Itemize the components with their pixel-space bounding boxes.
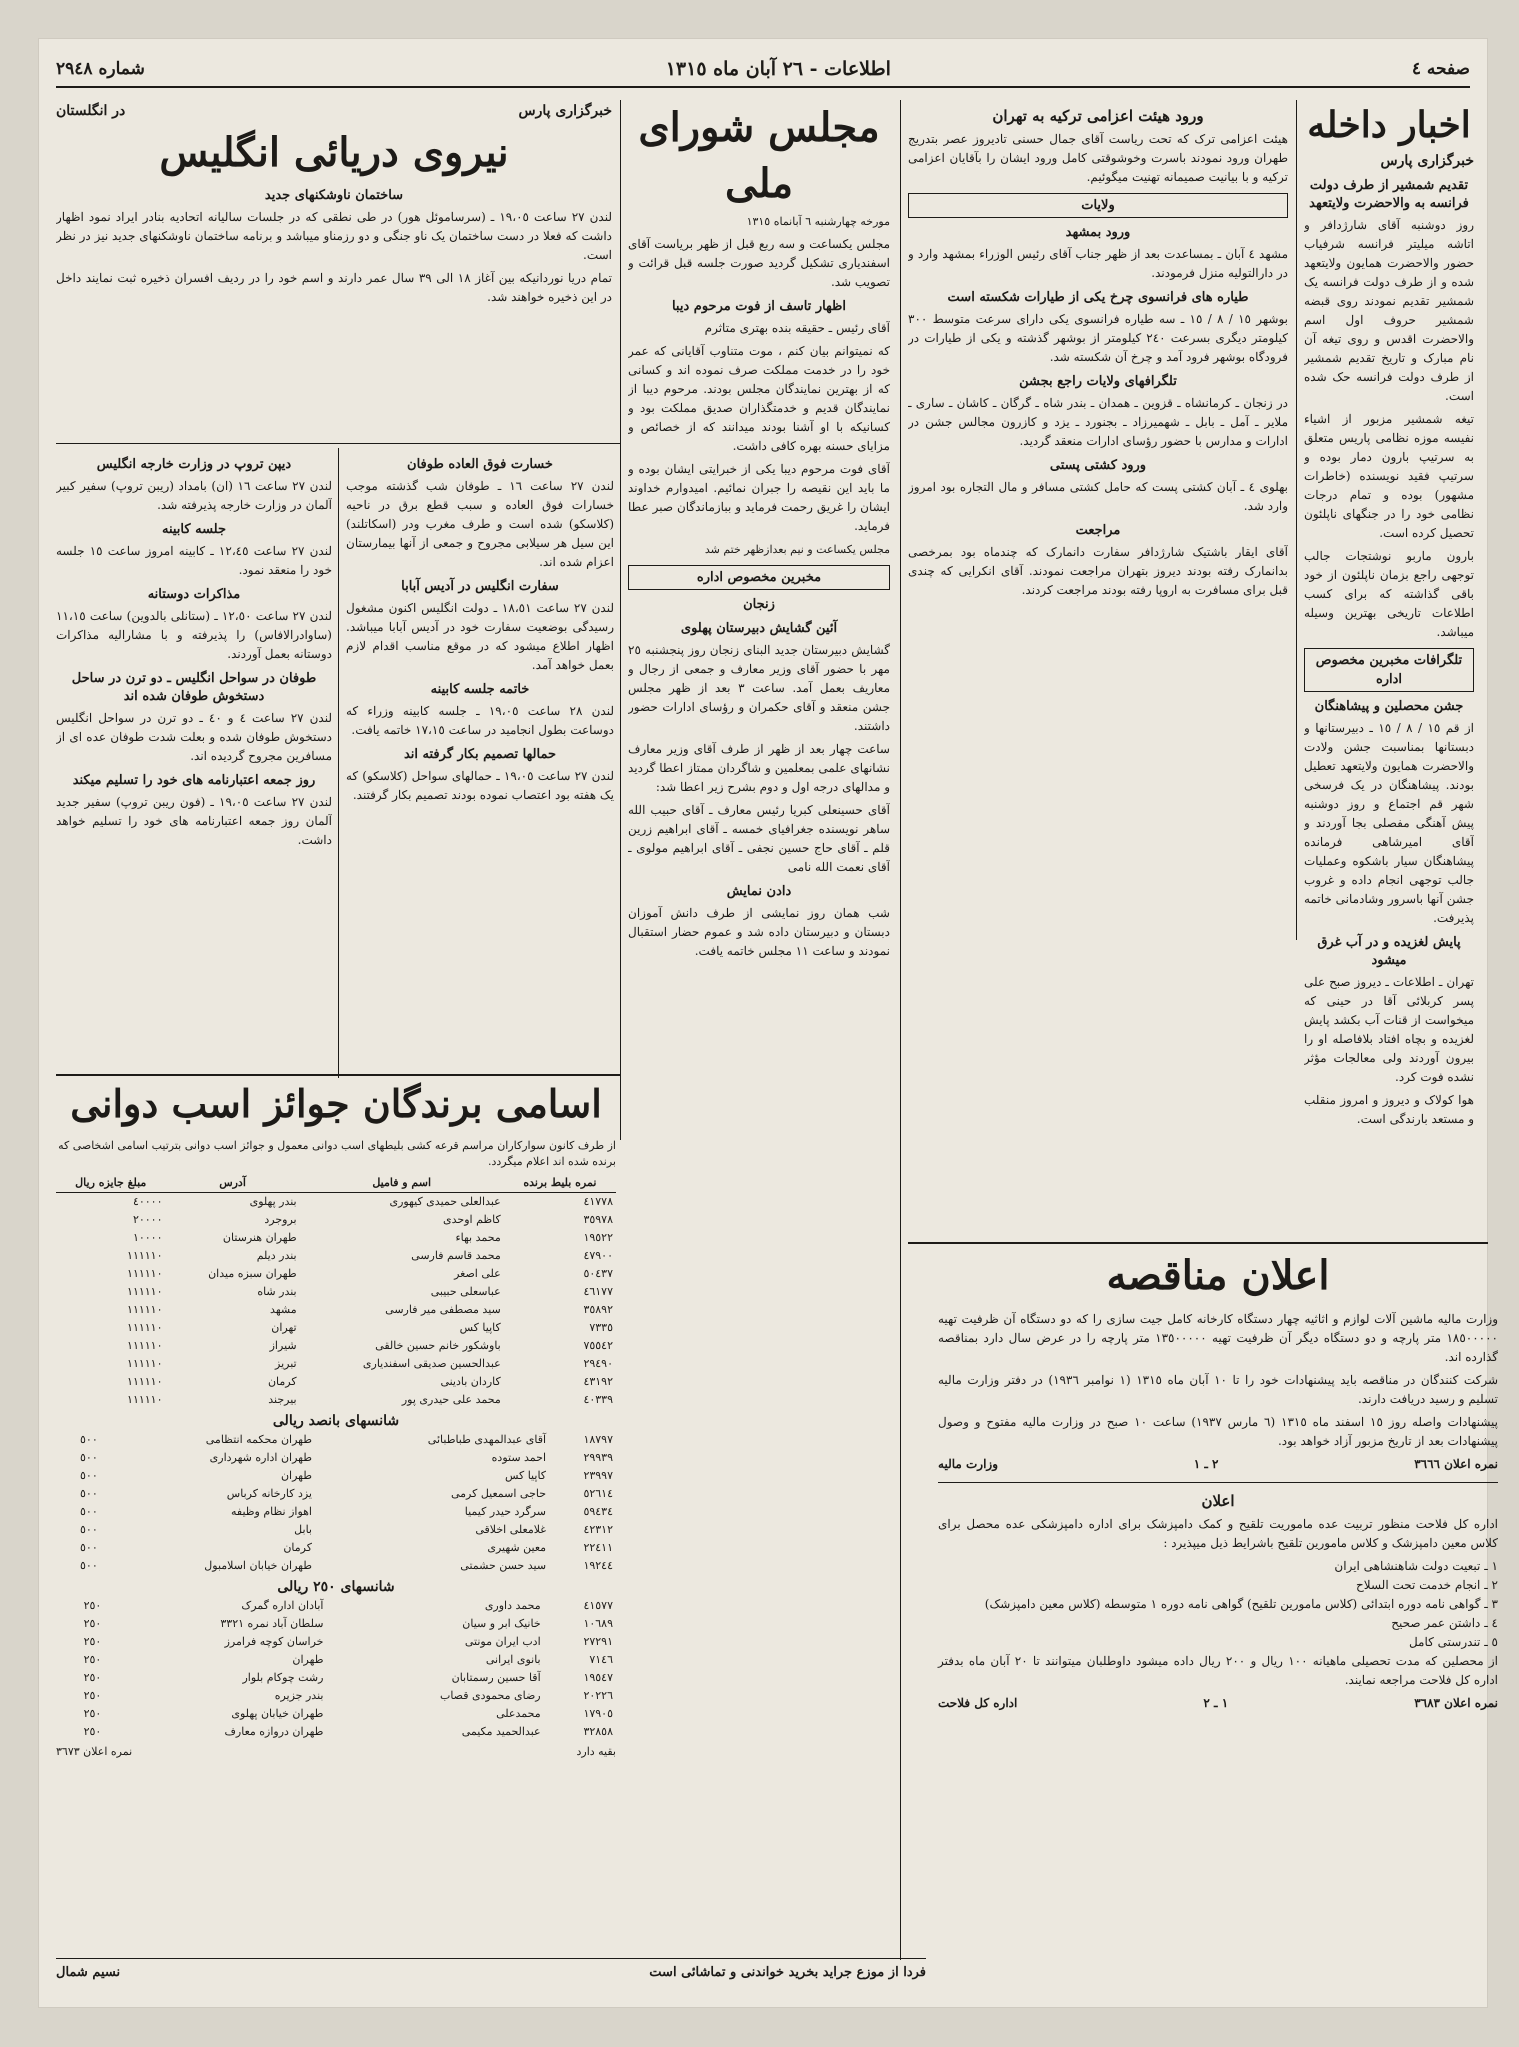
winner-address: خراسان کوچه فرامرز xyxy=(224,1635,324,1648)
ticket-number: ٤٢٣١٢ xyxy=(583,1523,613,1536)
prize-amount: ٥٠٠ xyxy=(80,1559,98,1572)
headline: دادن نمایش xyxy=(726,884,792,899)
prize-amount: ١١١١١٠ xyxy=(127,1375,163,1388)
winner-name: کاردان بادینی xyxy=(440,1375,501,1388)
article-text: لندن ٢٧ ساعت ١٢،٤٥ ـ کابینه امروز ساعت ١٥ جلسه خود را منعقد نمود. xyxy=(56,544,332,577)
headline: ورود کشتی پستی xyxy=(1049,458,1147,473)
article-text: لندن ٢٧ ساعت ٤ و ٤٠ ـ دو ترن در سواحل انگلیس دستخوش طوفان شده و بعلت شدت طوفان عده ای از مسافرین مجروح گردیده اند. xyxy=(56,711,332,763)
headline: مراجعت xyxy=(1075,523,1121,538)
ad-text: فردا از موزع جراید بخرید خواندنی و تماشائی است xyxy=(649,1964,926,1980)
article-text: آقای ایقار باشتیک شارژدافر سفارت دانمارک که چندماه بود بمرخصی بدانمارک رفته بودند دیروز بتهران مراجعت نمودند. آقای انکرایی که چندی قبل برای مسافرت به اروپا رفته بودند مراجعت کردند. xyxy=(908,545,1288,597)
ticket-number: ٧٥٥٤٢ xyxy=(583,1339,613,1352)
column-provinces xyxy=(908,100,1288,1200)
prize-amount: ٢٥٠ xyxy=(83,1599,102,1612)
city-label: زنجان xyxy=(743,597,775,612)
winner-name: احمد ستوده xyxy=(491,1451,547,1464)
prize-amount: ١١١١١٠ xyxy=(127,1267,163,1280)
ticket-number: ١٩٥٢٢ xyxy=(583,1231,613,1244)
headline: آئین گشایش دبیرستان پهلوی xyxy=(680,621,838,636)
ticket-number: ٥٢٦١٤ xyxy=(583,1487,613,1500)
winner-address: طهران xyxy=(280,1469,312,1482)
winner-address: شیراز xyxy=(269,1339,297,1352)
column-parliament xyxy=(628,100,890,1970)
prize-amount: ٢٥٠ xyxy=(83,1725,102,1738)
ad-number: نمره اعلان ٣٦٧٣ xyxy=(56,1745,133,1758)
headline: طوفان در سواحل انگلیس ـ دو ترن در ساحل دستخوش طوفان شده اند xyxy=(71,671,317,704)
article-text: ساعت چهار بعد از ظهر از طرف آقای وزیر معارف نشانهای علمی بمعلمین و شاگردان ممتاز اعطا گردید و مدالهای درجه اول و دوم بشرح زیر اعطا شد: xyxy=(628,742,890,794)
ticket-number: ١٠٦٨٩ xyxy=(583,1617,613,1630)
headline: طیاره های فرانسوی چرخ یکی از طیارات شکسته است xyxy=(947,290,1249,305)
winner-address: کرمان xyxy=(267,1375,297,1388)
ticket-number: ١٧٩٠٥ xyxy=(583,1707,613,1720)
ticket-number: ٤١٧٧٨ xyxy=(583,1195,613,1208)
ticket-number: ١٩٢٤٤ xyxy=(583,1559,613,1572)
agency-label: خبرگزاری پارس xyxy=(1380,153,1474,169)
article-text: لندن ٢٧ ساعت ١٩،٠٥ ـ حمالهای سواحل (کلاسکو) که یک هفته بود اعتصاب نموده بودند تصمیم بکار گرفتند. xyxy=(346,769,614,802)
winner-address: بابل xyxy=(294,1523,312,1536)
section-header-row xyxy=(56,100,612,125)
table-row xyxy=(56,1391,616,1409)
table-row xyxy=(56,1669,616,1687)
table-row xyxy=(56,1211,616,1229)
ticket-number: ١٨٧٩٧ xyxy=(583,1433,613,1446)
winner-address: طهران خیابان اسلامبول xyxy=(204,1559,312,1572)
col-header-prize: مبلغ جایزه ریال xyxy=(56,1174,165,1193)
winner-address: طهران هنرستان xyxy=(222,1231,297,1244)
note: ٢ ـ ١ xyxy=(1193,1457,1219,1471)
prize-amount: ٥٠٠ xyxy=(80,1487,98,1500)
headline: تلگرافهای ولایات راجع بجشن xyxy=(1019,374,1177,389)
prize-amount: ٥٠٠ xyxy=(80,1505,98,1518)
winner-name: بانوی ایرانی xyxy=(485,1653,541,1666)
column-rule xyxy=(620,100,621,1140)
winner-name: محمد علی حیدری پور xyxy=(401,1393,501,1406)
winner-address: بندر جزیره xyxy=(274,1689,324,1702)
ministry: وزارت مالیه xyxy=(938,1457,999,1471)
article-text: لندن ٢٧ ساعت ١٢،٥٠ ـ (ستانلی بالدوین) ساعت ١١،١٥ (ساوادرالافاس) را پذیرفته و با مشارالیه مذاکرات دوستانه بعمل آوردند. xyxy=(56,609,332,661)
winner-name: رضای محمودی قصاب xyxy=(439,1689,541,1702)
prize-amount: ١١١١١٠ xyxy=(127,1321,163,1334)
notice-list-item: ٥ ـ تندرستی کامل xyxy=(1408,1635,1498,1649)
lottery-title: اسامی برندگان جوائز اسب دوانی xyxy=(70,1081,602,1126)
prize-amount: ٥٠٠ xyxy=(80,1523,98,1536)
winner-name: ادب ایران مونتی xyxy=(464,1635,541,1648)
headline: مذاکرات دوستانه xyxy=(147,587,241,602)
col-header-address: آدرس xyxy=(165,1174,299,1193)
winner-name: علی اصغر xyxy=(454,1267,501,1280)
winner-address: سلطان آباد نمره ٣٣٢١ xyxy=(220,1617,324,1630)
prize-amount: ٥٠٠ xyxy=(80,1451,98,1464)
col-header-name: اسم و فامیل xyxy=(300,1174,504,1193)
article-text: هیئت اعزامی ترک که تحت ریاست آقای جمال حسنی تادیروز عصر بتدریج طهران ورود نمودند باسرت وخوشوقتی کامل ورود ایشان را بآقایان اعزامی ترکیه و با بیانیت صمیمانه تهنیت میگوئیم. xyxy=(908,132,1288,184)
masthead xyxy=(56,52,1470,88)
winner-address: طهران سبزه میدان xyxy=(208,1267,297,1280)
winner-name: خانیک ابر و سیان xyxy=(462,1617,541,1630)
notice-signature xyxy=(938,1694,1498,1713)
table-row xyxy=(56,1615,616,1633)
prize-amount: ٥٠٠ xyxy=(80,1469,98,1482)
headline: ورود بمشهد xyxy=(1065,225,1131,240)
prize-amount: ٢٥٠ xyxy=(83,1689,102,1702)
lottery-table-250 xyxy=(56,1597,616,1741)
article-text: از قم ١٥ / ٨ / ١٥ ـ دبیرستانها و دبستانها بمناسبت جشن ولادت والاحضرت همایون ولایتعهد تعطیل بودند. پیشاهنگان در یک فرسخی شهر قم اجتماع و روز دوشنبه پیش آهنگی مفصلی بجا آوردند و آقای امیرشاهی فرمانده پیشاهنگان سیار باشکوه وعملیات جالب توجهی انجام داده و غروب جشن آنها باسرور وشادمانی خاتمه پذیرفت. xyxy=(1304,721,1474,925)
ticket-number: ٢٢٤١١ xyxy=(583,1541,613,1554)
column-navy-top xyxy=(56,100,612,430)
winner-name: باوشکور خانم حسین خالقی xyxy=(375,1339,501,1352)
winner-name: عباسعلی حبیبی xyxy=(430,1285,501,1298)
ticket-number: ٢٩٤٩٠ xyxy=(583,1357,613,1370)
table-row xyxy=(56,1283,616,1301)
table-row xyxy=(56,1373,616,1391)
winner-name: عبدالحمید مکیمی xyxy=(461,1725,541,1738)
tender-signature xyxy=(938,1455,1498,1474)
tender-title: اعلان مناقصه xyxy=(1106,1252,1330,1299)
table-row xyxy=(56,1597,616,1615)
tender-notice xyxy=(938,1310,1498,1713)
article-text: تیغه شمشیر مزبور از اشیاء نفیسه موزه نظامی پاریس متعلق به سرتیپ بارون دمار بوده و سرتیپ فقید نویسنده (خاطرات مشهور) بوده و تمام درجات نظامی خود را در جنگهای ناپلئون تحصیل کرده است. xyxy=(1304,412,1474,540)
table-row xyxy=(56,1319,616,1337)
table-row xyxy=(56,1337,616,1355)
article-text: لندن ٢٧ ساعت ١٨،٥١ ـ دولت انگلیس اکنون مشغول رسیدگی بوضعیت سفارت خود در آدیس آبابا میباشد. اظهار اطلاع میشود که در موقع مناسب اقدام لازم بعمل خواهد آمد. xyxy=(346,601,614,672)
winner-address: طهران محکمه انتظامی xyxy=(205,1433,312,1446)
winner-address: طهران خیابان پهلوی xyxy=(231,1707,324,1720)
winner-name: سید مصطفی میر فارسی xyxy=(385,1303,501,1316)
section-rule xyxy=(908,1242,1488,1244)
prize-amount: ١١١١١٠ xyxy=(127,1285,163,1298)
article-text: لندن ٢٧ ساعت ١٩،٠٥ ـ (فون ریبن تروپ) سفیر جدید آلمان روز جمعه اعتبارنامه های خود را تسلیم خواهد داشت. xyxy=(56,795,332,847)
ticket-number: ٢٩٩٣٩ xyxy=(583,1451,613,1464)
table-row xyxy=(56,1651,616,1669)
ticket-number: ٧٣٣٥ xyxy=(589,1321,613,1334)
table-row xyxy=(56,1449,616,1467)
prize-amount: ٢٥٠ xyxy=(83,1671,102,1684)
winner-address: بندر دیلم xyxy=(256,1249,297,1262)
ticket-number: ٤٠٣٣٩ xyxy=(583,1393,613,1406)
telegrams-header: تلگرافات مخبرین مخصوص اداره xyxy=(1304,648,1474,692)
column-foreign-left xyxy=(56,450,332,1070)
table-row xyxy=(56,1723,616,1741)
table-row xyxy=(56,1705,616,1723)
ticket-number: ٢٣٩٩٧ xyxy=(583,1469,613,1482)
article-text: مجلس یکساعت و سه ربع قبل از ظهر بریاست آقای اسفندیاری تشکیل گردید صورت جلسه قبل قرائت و تصویب شد. xyxy=(628,237,890,289)
ticket-number: ٤٧٩٠٠ xyxy=(583,1249,613,1262)
winner-name: آقا حسین رسمتابان xyxy=(451,1671,541,1684)
headline: حمالها تصمیم بکار گرفته اند xyxy=(403,747,557,762)
winner-name: عبدالحسین صدیقی اسفندیاری xyxy=(362,1357,501,1370)
ticket-number: ٤١٥٧٧ xyxy=(583,1599,613,1612)
prize-amount: ١١١١١٠ xyxy=(127,1339,163,1352)
ticket-number: ٤٣١٩٢ xyxy=(583,1375,613,1388)
session-date: مورخه چهارشنبه ٦ آبانماه ١٣١٥ xyxy=(746,215,890,228)
winner-address: یزد کارخانه کرباس xyxy=(226,1487,312,1500)
lottery-table-500 xyxy=(56,1431,616,1575)
winner-address: کرمان xyxy=(283,1541,312,1554)
article-text: بارون ماربو نوشتجات جالب توجهی راجع بزمان ناپلئون از خود باقی گذاشته که برای کسب اطلاعات تاریخی بهترین وسیله میباشد. xyxy=(1304,549,1474,639)
prize-amount: ١١١١١٠ xyxy=(127,1249,163,1262)
note: ١ ـ ٢ xyxy=(1203,1696,1229,1710)
winner-name: محمد قاسم فارسی xyxy=(411,1249,501,1262)
headline: جلسه کابینه xyxy=(161,522,227,537)
table-row xyxy=(56,1193,616,1212)
ticket-number: ٤٦١٧٧ xyxy=(583,1285,613,1298)
prize-amount: ٥٠٠ xyxy=(80,1433,98,1446)
article-text: لندن ٢٧ ساعت ١٦ ـ طوفان شب گذشته موجب خسارات فوق العاده و سبب قطع برق در ناحیه (کلاسکو) شده است و طرف مغرب ودر (اسکاتلند) این سیل هر سیلابی مجروح و جمعی از آنها بیمارستان اعزام شده اند. xyxy=(346,479,614,569)
notice-list xyxy=(938,1557,1498,1652)
subheadline: ساختمان ناوشکنهای جدید xyxy=(264,188,404,203)
ticket-number: ٥٠٤٣٧ xyxy=(583,1267,613,1280)
headline: دیپن تروپ در وزارت خارجه انگلیس xyxy=(96,457,292,472)
column-rule xyxy=(1296,100,1297,940)
notice-list-item: ١ ـ تبعیت دولت شاهنشاهی ایران xyxy=(1334,1559,1498,1573)
winner-name: غلامعلی اخلاقی xyxy=(475,1523,547,1536)
notice-list-item: ٣ ـ گواهی نامه دوره ابتدائی (کلاس مامورین تلقیح) گواهی نامه دوره ١ متوسطه (کلاس معین دامپزشک) xyxy=(984,1597,1498,1611)
winner-address: بروجرد xyxy=(264,1213,297,1226)
lottery-intro: از طرف کانون سوارکاران مراسم قرعه کشی بلیطهای اسب دوانی معمول و جوائز اسب دوانی بترتیب اسامی اشخاصی که برنده شده اند اعلام میگردد. xyxy=(58,1139,616,1168)
winner-address: بندر شاه xyxy=(257,1285,297,1298)
table-row xyxy=(56,1521,616,1539)
headline-navy: نیروی دریائی انگلیس xyxy=(159,129,509,176)
article-text: تهران ـ اطلاعات ـ دیروز صبح علی پسر کربلائی آقا در حینی که میخواست از قنات آب بکشد پایش لغزیده و بچاه افتاد بلافاصله او را بیرون آوردند ولی معالجات مؤثر نشده فوت کرد. xyxy=(1304,975,1474,1084)
section-rule xyxy=(56,1074,620,1076)
prize-amount: ١١١١١٠ xyxy=(127,1303,163,1316)
headline: ورود هیئت اعزامی ترکیه به تهران xyxy=(992,107,1204,125)
winner-address: بیرجند xyxy=(268,1393,297,1406)
headline: خسارت فوق العاده طوفان xyxy=(407,457,553,472)
column-domestic-news xyxy=(1304,100,1474,1220)
prize-amount: ٤٠٠٠٠ xyxy=(132,1195,163,1208)
article-text: در زنجان ـ کرمانشاه ـ قزوین ـ همدان ـ بندر شاه ـ گرگان ـ کاشان ـ ساری ـ ملایر ـ آمل ـ بابل ـ شهمیرزاد ـ بجنورد ـ یزد و کازرون مجالس جشن در ادارات و مدارس با حضور رؤسای ادارات منعقد گردید. xyxy=(908,396,1288,448)
headline: روز جمعه اعتبارنامه های خود را تسلیم میکند xyxy=(72,773,316,788)
winner-address: رشت چوکام بلوار xyxy=(242,1671,324,1684)
article-text: هوا کولاک و دیروز و امروز منقلب و مستعد بارندگی است. xyxy=(1304,1093,1474,1126)
ticket-number: ٣٥٩٧٨ xyxy=(583,1213,613,1226)
newspaper-page xyxy=(38,38,1499,2008)
headline: سفارت انگلیس در آدیس آبابا xyxy=(401,579,559,594)
table-row xyxy=(56,1467,616,1485)
ticket-number: ٣٢٨٥٨ xyxy=(583,1725,613,1738)
page-number: صفحه ٤ xyxy=(1411,59,1470,79)
winner-name: کاپیا کس xyxy=(504,1469,547,1482)
notice-text: از محصلین که مدت تحصیلی ماهیانه ١٠٠ ریال و ٢٠٠ ریال داده میشود داوطلبان میتوانند تا ٢٠ آبان ماه بدفتر اداره کل فلاحت مراجعه نمایند. xyxy=(938,1654,1499,1687)
ticket-number: ١٩٥٤٧ xyxy=(583,1671,613,1684)
lottery-subtitle-500: شانسهای بانصد ریالی xyxy=(272,1413,400,1429)
prize-amount: ٢٥٠ xyxy=(83,1635,102,1648)
section-rule xyxy=(56,443,620,444)
lottery-section xyxy=(56,1138,616,1760)
article-text: آقای حسینعلی کبریا رئیس معارف ـ آقای حبیب الله ساهر نویسنده جغرافیای خمسه ـ آقای ابراهیم زرین قلم ـ آقای حاج حسین نجفی ـ آقای ابراهیم مولوی ـ آقای نعمت الله نامی xyxy=(628,803,890,874)
table-row xyxy=(56,1301,616,1319)
headline: پایش لغزیده و در آب غرق میشود xyxy=(1317,935,1461,968)
headline: اظهار تاسف از فوت مرحوم دیبا xyxy=(671,299,847,314)
lottery-footer xyxy=(56,1744,616,1760)
winner-name: کاظم اوحدی xyxy=(443,1213,501,1226)
prize-amount: ٢٥٠ xyxy=(83,1707,102,1720)
headline: جشن محصلین و پیشاهنگان xyxy=(1314,699,1464,714)
organization: اداره کل فلاحت xyxy=(938,1696,1018,1710)
ticket-number: ٧١٤٦ xyxy=(589,1653,613,1666)
section-rule xyxy=(938,1482,1498,1483)
tender-text: وزارت مالیه ماشین آلات لوازم و اثاثیه چهار دستگاه کارخانه کامل جیت سازی را که دو دستگاه آن ظرفیت تهیه ١٨٥٠٠٠٠٠ متر پارچه و دو دستگاه دیگر آن ظرفیت تهیه ١٣٥٠٠٠٠٠ متر پارچه را در عرض سال دارد بمناقصه گذارده اند. xyxy=(938,1312,1498,1364)
winner-address: تبریز xyxy=(275,1357,297,1370)
lottery-table xyxy=(56,1174,616,1409)
ticket-number: ٢٠٢٢٦ xyxy=(583,1689,613,1702)
article-text: بوشهر ١٥ / ٨ / ١٥ ـ سه طیاره فرانسوی یکی دارای سرعت متوسط ٣٠٠ کیلومتر دیگری بسرعت ٢٤٠ کیلومتر از بوشهر گذشته و یکی از طیارات در فرودگاه بوشهر فرود آمد و چرخ آن شکسته شد. xyxy=(908,312,1288,364)
notice-list-item: ٤ ـ داشتن عمر صحیح xyxy=(1391,1616,1498,1630)
table-row xyxy=(56,1355,616,1373)
section-title-parliament: مجلس شورای ملی xyxy=(638,104,880,207)
table-row xyxy=(56,1633,616,1651)
ticket-number: ٥٩٤٣٤ xyxy=(583,1505,613,1518)
table-row xyxy=(56,1229,616,1247)
notice-title: اعلان xyxy=(1201,1492,1235,1510)
winner-address: طهران اداره شهرداری xyxy=(209,1451,312,1464)
correspondents-header: مخبرین مخصوص اداره xyxy=(628,565,890,590)
winner-name: کاپیا کس xyxy=(459,1321,501,1334)
table-row xyxy=(56,1485,616,1503)
continued-note: بقیه دارد xyxy=(576,1745,616,1758)
article-text: روز دوشنبه آقای شارژدافر و اتاشه میلیتر فرانسه شرفیاب حضور والاحضرت همایون ولایتعهد شده و از طرف دولت فرانسه یک شمشیر تقدیم نمودند روی قبضه شمشیر حروف اول اسم والاحضرت اقدس و روی تیغه آن نام مبارک و تاریخ تقدیم شمشیر از طرف دولت فرانسه حک شده است. xyxy=(1304,218,1474,403)
ad-number: نمره اعلان ٣٦٨٣ xyxy=(1414,1696,1498,1710)
prize-amount: ٥٠٠ xyxy=(80,1541,98,1554)
winner-name: حاجی اسمعیل کرمی xyxy=(450,1487,547,1500)
table-row xyxy=(56,1557,616,1575)
paper-name-date: اطلاعات - ٢٦ آبان ماه ١٣١٥ xyxy=(665,58,891,80)
column-rule xyxy=(900,100,901,1960)
winner-name: سید حسن حشمتی xyxy=(460,1559,547,1572)
article-text: شب همان روز نمایشی از طرف دانش آموزان دبستان و دبیرستان داده شد و عموم حضار استقبال نمودند و ساعت ١١ مجلس خاتمه یافت. xyxy=(628,906,890,958)
table-row xyxy=(56,1687,616,1705)
winner-name: محمدعلی xyxy=(496,1707,541,1720)
article-text: که نمیتوانم بیان کنم ، موت متناوب آقایانی که عمر خود را در خدمت مملکت صرف نموده اند و کسانی که از بهترین نمایندگان مجلس بودند. مرحوم دیبا از نمایندگان قدیم و خدمتگذاران صدیق مملکت بود و کسانیکه با او آشنا بودند میدانند که از خصائص و مزایای حسنه بهره کافی داشت. xyxy=(628,344,890,453)
ad-number: نمره اعلان ٣٦٦٦ xyxy=(1414,1457,1498,1471)
speaker-line: آقای رئیس ـ حقیقه بنده بهتری متاثرم xyxy=(704,321,890,335)
table-row xyxy=(56,1539,616,1557)
tender-text: پیشنهادات واصله روز ١٥ اسفند ماه ١٣١٥ (٦ مارس ١٩٣٧) ساعت ١٠ صبح در وزارت مالیه مفتوح و وصول پیشنهادات بعد از تاریخ مزبور آزاد خواهد بود. xyxy=(938,1415,1499,1448)
article-text: بهلوی ٤ ـ آبان کشتی پست که حامل کشتی مسافر و مال التجاره بود امروز وارد شد. xyxy=(908,480,1288,513)
session-end: مجلس یکساعت و نیم بعدازظهر ختم شد xyxy=(704,543,890,556)
prize-amount: ١١١١١٠ xyxy=(127,1393,163,1406)
table-row xyxy=(56,1265,616,1283)
prize-amount: ١٠٠٠٠ xyxy=(132,1231,163,1244)
article-text: گشایش دبیرستان جدید البنای زنجان روز پنجشنبه ٢٥ مهر با حضور آقای وزیر معارف و جمعی از رجال و معاریف بعمل آمد. ساعت ٣ بعد از ظهر مجلس جشن منعقد و آقای حکمران و رؤسای ادارات حضور داشتند. xyxy=(628,643,890,733)
prize-amount: ٢٥٠ xyxy=(83,1617,102,1630)
provinces-header: ولایات xyxy=(908,193,1288,218)
headline: خاتمه جلسه کابینه xyxy=(430,682,530,697)
table-row xyxy=(56,1431,616,1449)
winner-name: آقای عبدالمهدی طباطبائی xyxy=(427,1433,547,1446)
winner-address: بندر پهلوی xyxy=(249,1195,297,1208)
notice-list-item: ٢ ـ انجام خدمت تحت السلاح xyxy=(1356,1578,1498,1592)
article-text: لندن ٢٨ ساعت ١٩،٠٥ ـ جلسه کابینه وزراء که دوساعت بطول انجامید در ساعت ١٧،١٥ خاتمه یافت. xyxy=(346,704,614,737)
winner-name: معین شهیری xyxy=(487,1541,547,1554)
prize-amount: ٢٠٠٠٠ xyxy=(132,1213,163,1226)
country-label: در انگلستان xyxy=(56,103,126,119)
article-text: لندن ٢٧ ساعت ١٩،٠٥ ـ (سرساموئل هور) در طی نطقی که در جلسات سالیانه اتحادیه بنادر ایراد نمود اظهار داشت که فعلا در دست ساختمان یک ناو جنگی و دو رزمناو میباشد و برنامه ساختمان ناوشکنهای جدید نیز در نظر است. xyxy=(56,210,612,262)
article-text: مشهد ٤ آبان ـ بمساعدت بعد از ظهر جناب آقای رئیس الوزراء بمشهد وارد و در دارالتولیه منزل فرمودند. xyxy=(908,247,1288,280)
table-row xyxy=(56,1247,616,1265)
article-text: آقای فوت مرحوم دیبا یکی از خبرایتی ایشان بوده و ما باید این نقیصه را جبران نمائیم. امیدوارم خداوند ایشان را غریق رحمت فرماید و ببازماندگان صبر عطا فرماید. xyxy=(628,462,890,533)
column-foreign-right xyxy=(346,450,614,1070)
winner-name: محمد بهاء xyxy=(455,1231,501,1244)
agency-label: خبرگزاری پارس xyxy=(518,103,612,119)
headline: تقدیم شمشیر از طرف دولت فرانسه به والاحضرت ولایتعهد xyxy=(1309,178,1469,211)
issue-number: شماره ٢٩٤٨ xyxy=(56,59,145,79)
winner-address: طهران xyxy=(292,1653,324,1666)
col-header-id: نمره بلیط برنده xyxy=(504,1174,616,1193)
tender-text: شرکت کنندگان در مناقصه باید پیشنهادات خود را تا ١٠ آبان ماه ١٣١٥ (١ نوامبر ١٩٣٦) در دفتر وزارت مالیه تسلیم و رسید دریافت دارند. xyxy=(938,1373,1499,1406)
winner-name: محمد داوری xyxy=(484,1599,541,1612)
winner-name: عبدالعلی حمیدی کیهوری xyxy=(389,1195,501,1208)
bottom-ad-strip xyxy=(56,1958,926,1985)
prize-amount: ١١١١١٠ xyxy=(127,1357,163,1370)
ticket-number: ٣٥٨٩٢ xyxy=(583,1303,613,1316)
winner-name: سرگرد حیدر کیمیا xyxy=(464,1505,547,1518)
table-row xyxy=(56,1503,616,1521)
article-text: تمام دریا نوردانیکه بین آغاز ١٨ الی ٣٩ سال عمر دارند و اسم خود را در ردیف افسران ذخیره ثبت نمایند داخل در این ذخیره خواهند شد. xyxy=(56,271,612,304)
lottery-subtitle-250: شانسهای ٢٥٠ ریالی xyxy=(277,1579,395,1595)
ticket-number: ٢٧٢٩١ xyxy=(583,1635,613,1648)
notice-text: اداره کل فلاحت منظور تربیت عده ماموریت تلقیح و کمک دامپزشک برای اداره دامپزشکی عده محصل برای کلاس معین دامپزشک و کلاس مامورین تلقیح باشرایط ذیل میپذیرد : xyxy=(938,1517,1498,1550)
winner-address: اهواز نظام وظیفه xyxy=(230,1505,312,1518)
winner-address: طهران دروازه معارف xyxy=(224,1725,324,1738)
ad-brand: نسیم شمال xyxy=(56,1964,121,1980)
winner-address: مشهد xyxy=(270,1303,297,1316)
column-rule xyxy=(338,448,339,1078)
section-title-domestic: اخبار داخله xyxy=(1307,104,1471,146)
article-text: لندن ٢٧ ساعت ١٦ (ان) بامداد (ریبن تروپ) سفیر کبیر آلمان در وزارت خارجه پذیرفته شد. xyxy=(56,479,332,512)
winner-address: آبادان اداره گمرک xyxy=(241,1599,324,1612)
prize-amount: ٢٥٠ xyxy=(83,1653,102,1666)
winner-address: تهران xyxy=(271,1321,297,1334)
